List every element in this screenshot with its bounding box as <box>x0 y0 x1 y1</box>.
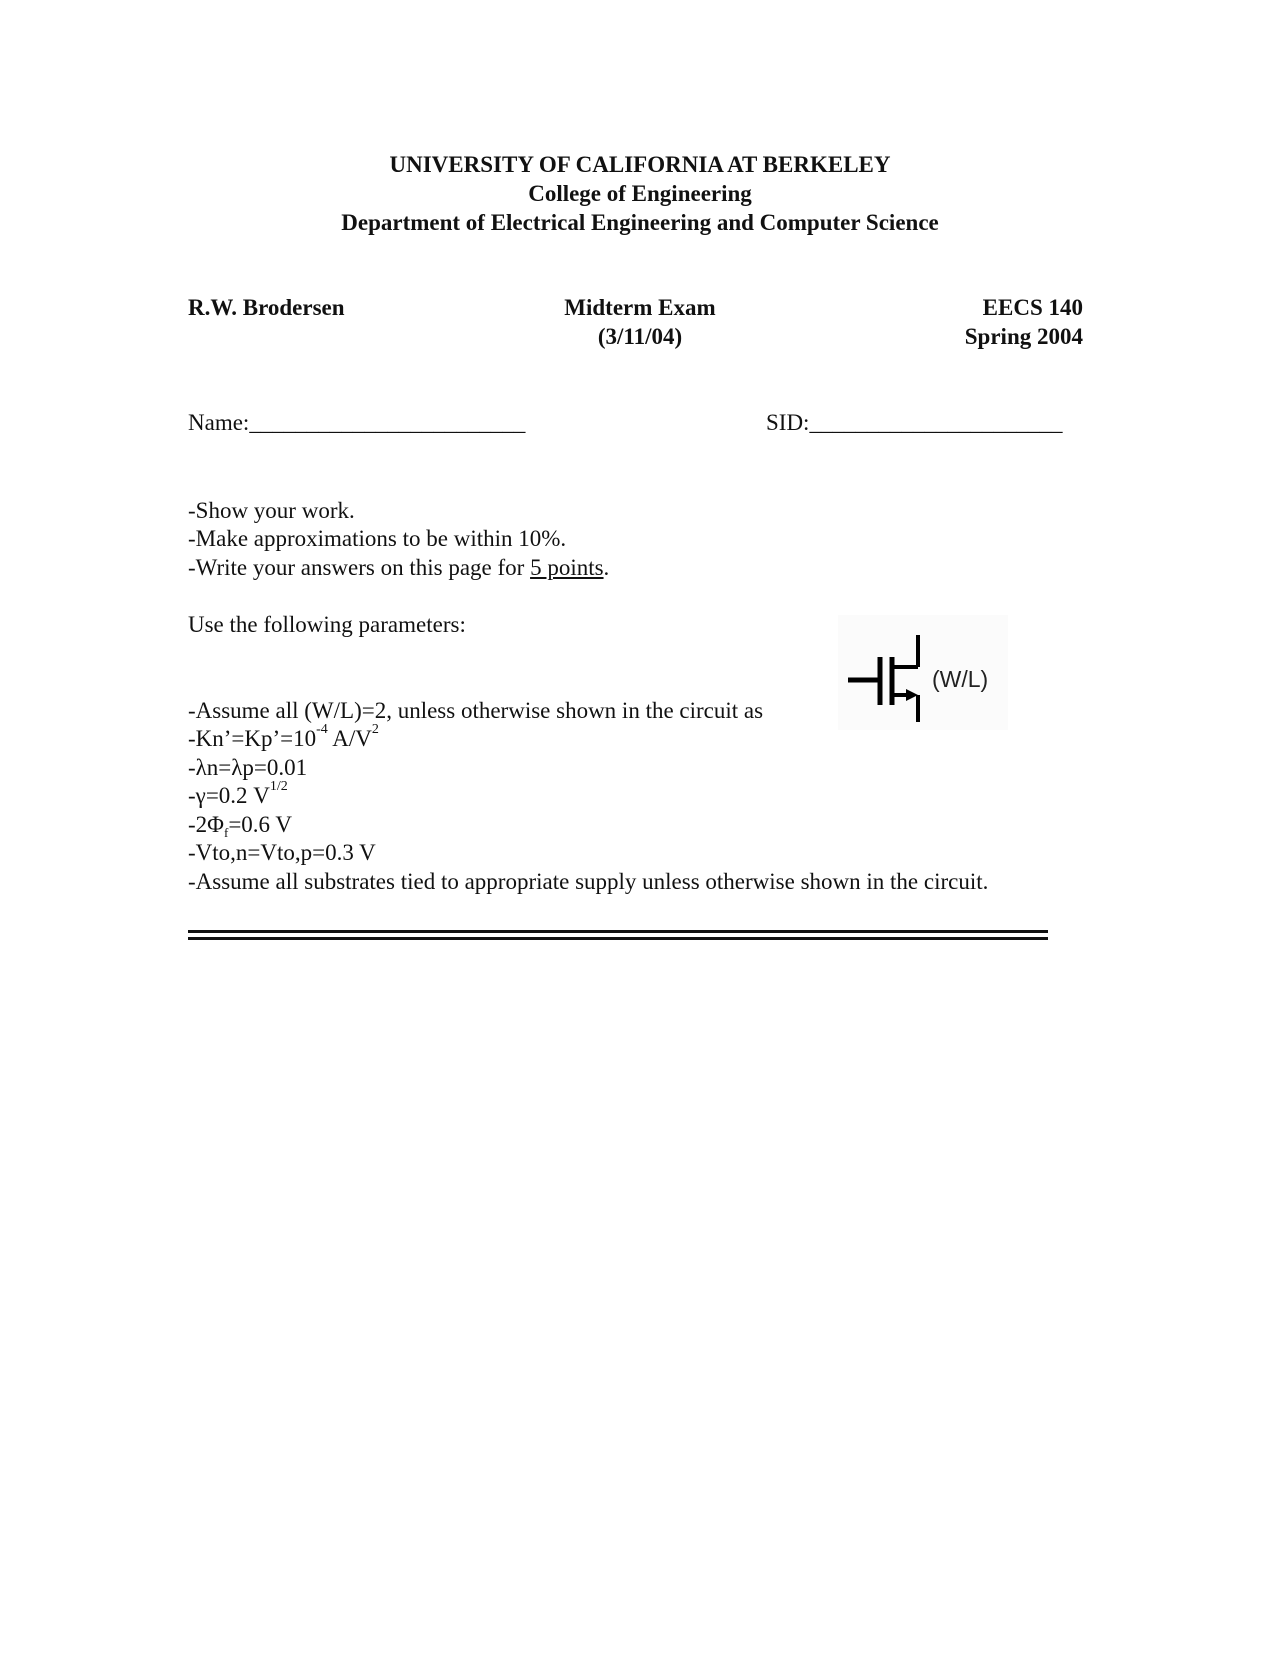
kn-exponent: -4 <box>316 722 328 737</box>
university-title: UNIVERSITY OF CALIFORNIA AT BERKELEY <box>389 152 891 177</box>
param-phi <box>188 812 292 838</box>
kn-prefix: -Kn’=Kp’=10 <box>188 726 317 751</box>
param-vto: -Vto,n=Vto,p=0.3 V <box>188 840 376 865</box>
parameters-intro: Use the following parameters: <box>188 612 466 637</box>
name-label: Name: <box>188 410 250 435</box>
instruction-approximations: -Make approximations to be within 10%. <box>188 526 567 551</box>
exam-date: (3/11/04) <box>597 324 683 349</box>
course-code: EECS 140 <box>982 295 1083 320</box>
kn-unit-exponent: 2 <box>371 722 379 737</box>
param-substrates: -Assume all substrates tied to appropriate supply unless otherwise shown in the circuit. <box>188 869 989 894</box>
wl-label: (W/L) <box>932 666 989 692</box>
name-field[interactable] <box>188 410 525 436</box>
gamma-exponent: 1/2 <box>269 779 288 794</box>
gamma-prefix: -γ=0.2 V <box>188 783 270 808</box>
kn-unit: A/V <box>327 726 372 751</box>
param-assume-wl: -Assume all (W/L)=2, unless otherwise shown in the circuit as <box>188 698 764 723</box>
phi-suffix: =0.6 V <box>228 812 292 837</box>
name-blank[interactable]: ________________________ <box>249 410 526 435</box>
sid-label: SID: <box>766 410 810 435</box>
param-kn-kp <box>188 722 379 752</box>
department-title: Department of Electrical Engineering and Computer Science <box>341 210 939 235</box>
instructor-name: R.W. Brodersen <box>188 295 345 320</box>
divider-rule-bottom <box>188 937 1048 940</box>
write-answers-prefix: -Write your answers on this page for <box>188 555 531 580</box>
divider-rule-top <box>188 930 1048 933</box>
sid-blank[interactable]: ______________________ <box>809 410 1063 435</box>
college-title: College of Engineering <box>528 181 752 206</box>
instruction-write-answers <box>188 555 609 581</box>
param-gamma <box>188 779 288 809</box>
phi-subscript: f <box>223 825 229 840</box>
course-term: Spring 2004 <box>964 324 1083 349</box>
phi-prefix: -2Φ <box>188 812 224 837</box>
sid-field[interactable] <box>766 410 1062 436</box>
exam-title: Midterm Exam <box>564 295 716 320</box>
write-answers-suffix: . <box>603 555 610 580</box>
instruction-show-work: -Show your work. <box>188 498 355 523</box>
transistor-symbol <box>838 615 1008 730</box>
points-value: 5 points <box>530 555 604 580</box>
param-lambda: -λn=λp=0.01 <box>188 755 308 780</box>
